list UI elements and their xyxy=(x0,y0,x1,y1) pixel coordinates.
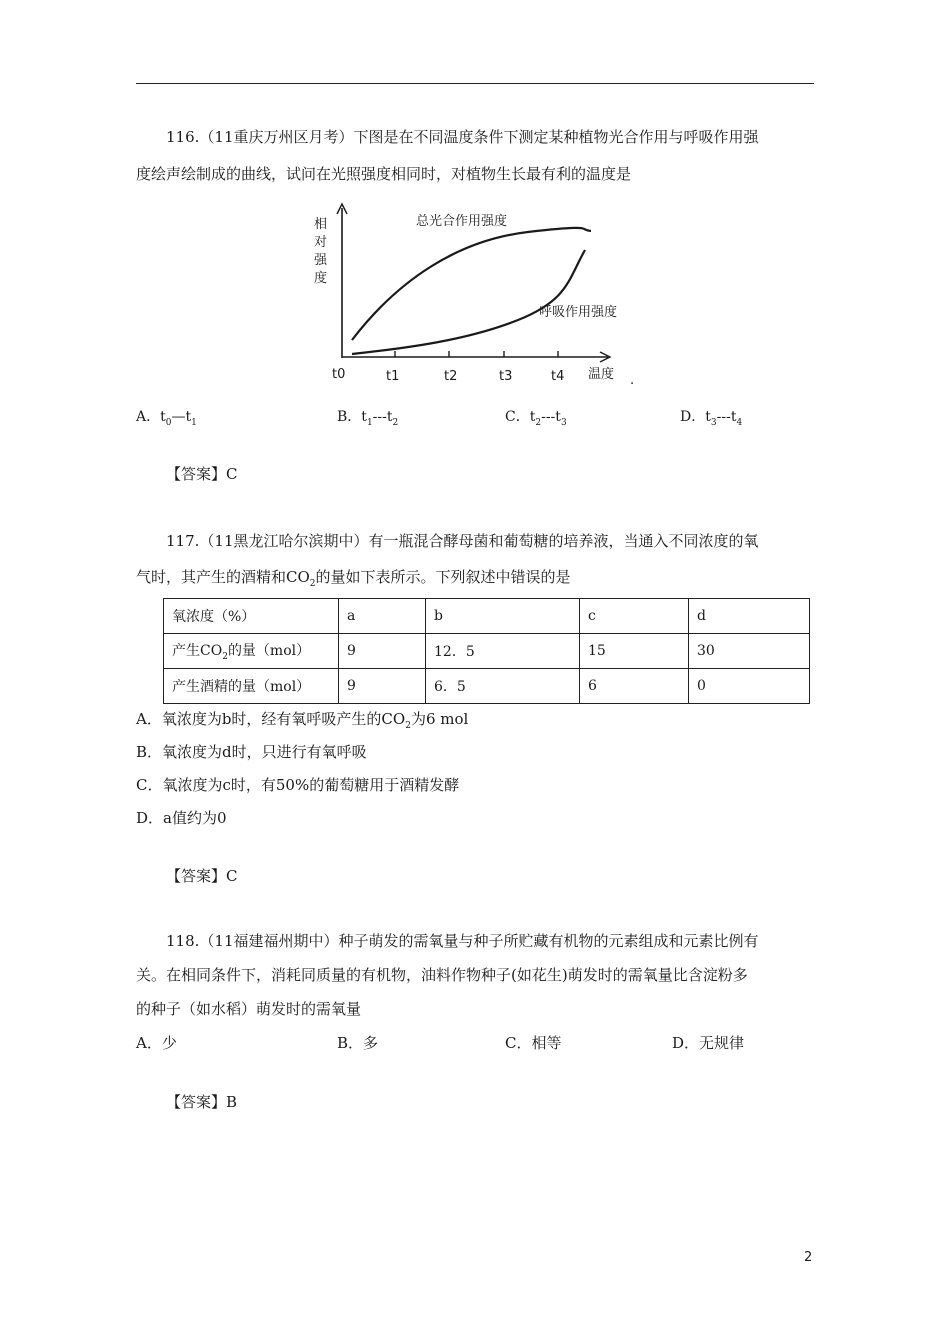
table-cell: 6．5 xyxy=(426,669,580,704)
q118-option-c: C．相等 xyxy=(505,1034,562,1052)
y-label-char-2: 对 xyxy=(314,235,328,250)
q118-answer: 【答案】B xyxy=(166,1093,238,1111)
x-tick-t1: t1 xyxy=(386,369,400,384)
y-label-char-1: 相 xyxy=(314,217,328,232)
table-header-cell: d xyxy=(689,599,810,634)
figure-trailing-dot: . xyxy=(630,373,635,388)
q117-stem-line1: 117.（11黑龙江哈尔滨期中）有一瓶混合酵母菌和葡萄糖的培养液，当通入不同浓度的氧 xyxy=(166,532,759,550)
opt-letter: B． xyxy=(337,409,362,425)
opt-t: t xyxy=(705,409,711,425)
opt-sep: --- xyxy=(716,409,731,425)
q117-stem-line2 xyxy=(136,568,571,593)
q118-stem-line3: 的种子（如水稻）萌发时的需氧量 xyxy=(136,1000,362,1018)
y-label-char-3: 强 xyxy=(314,253,328,268)
table-header-cell: b xyxy=(426,599,580,634)
table-cell: 30 xyxy=(689,634,810,669)
opt-sub: 3 xyxy=(710,417,717,428)
table-cell: 9 xyxy=(339,669,426,704)
q118-option-a: A．少 xyxy=(136,1034,177,1052)
y-label-char-4: 度 xyxy=(314,271,328,286)
table-header-cell: a xyxy=(339,599,426,634)
respiration-label: 呼吸作用强度 xyxy=(539,305,618,320)
x-axis-label: 温度 xyxy=(588,367,615,382)
q116-option-d xyxy=(680,408,742,432)
q116-option-c xyxy=(505,408,567,432)
opt-a-pre: A．氧浓度为b时，经有氧呼吸产生的CO xyxy=(136,710,406,728)
opt-t: t xyxy=(529,409,536,425)
q118-stem-line1: 118.（11福建福州期中）种子萌发的需氧量与种子所贮藏有机物的元素组成和元素比例有 xyxy=(166,932,759,950)
row-label-sub: 2 xyxy=(222,651,228,662)
opt-t: t xyxy=(730,409,737,425)
table-cell: 9 xyxy=(339,634,426,669)
q117-option-b: B．氧浓度为d时，只进行有氧呼吸 xyxy=(136,743,367,761)
opt-letter: D． xyxy=(680,409,706,425)
x-tick-t0: t0 xyxy=(332,367,346,382)
opt-sub: 4 xyxy=(736,417,743,428)
q116-stem-line2: 度绘声绘制成的曲线，试问在光照强度相同时，对植物生长最有利的温度是 xyxy=(136,165,632,183)
opt-letter: A． xyxy=(136,409,161,425)
q116-answer: 【答案】C xyxy=(166,465,238,483)
x-tick-t3: t3 xyxy=(499,369,513,384)
q117-line2-sub: 2 xyxy=(309,579,316,589)
opt-t: t xyxy=(555,409,561,425)
row-label-post: 的量（mol） xyxy=(227,643,311,660)
q117-line2-post: 的量如下表所示。下列叙述中错误的是 xyxy=(315,568,571,586)
opt-letter: C． xyxy=(505,409,530,425)
table-row xyxy=(164,634,810,669)
opt-sep: --- xyxy=(541,409,556,425)
opt-t: t xyxy=(361,409,367,425)
q118-stem-line2: 关。在相同条件下，消耗同质量的有机物，油料作物种子(如花生)萌发时的需氧量比含淀粉多 xyxy=(136,966,748,984)
q116-option-b xyxy=(337,408,398,432)
q116-stem-line1: 116.（11重庆万州区月考）下图是在不同温度条件下测定某种植物光合作用与呼吸作用强 xyxy=(166,128,759,146)
total-photosynthesis-label: 总光合作用强度 xyxy=(416,214,508,229)
table-cell: 0 xyxy=(689,669,810,704)
opt-a-post: 为6 mol xyxy=(410,710,469,728)
q117-line2-pre: 气时，其产生的酒精和CO xyxy=(136,568,310,586)
table-cell: 6 xyxy=(580,669,689,704)
table-header-row xyxy=(164,599,810,634)
opt-sub: 0 xyxy=(165,417,172,428)
page-number: 2 xyxy=(804,1250,813,1265)
q117-answer: 【答案】C xyxy=(166,867,238,885)
opt-t: t xyxy=(185,409,192,425)
q118-option-d: D．无规律 xyxy=(672,1034,745,1052)
opt-sub: 1 xyxy=(366,417,373,428)
q117-option-a xyxy=(136,710,468,735)
q118-option-b: B．多 xyxy=(337,1034,379,1052)
row-label-pre: 产生CO xyxy=(172,643,223,660)
opt-sep: --- xyxy=(372,409,387,425)
table-header-cell: 氧浓度（%） xyxy=(164,599,339,634)
header-rule xyxy=(136,83,814,84)
q117-option-d: D．a值约为0 xyxy=(136,809,227,827)
opt-sub: 1 xyxy=(191,417,197,428)
x-tick-t2: t2 xyxy=(444,369,458,384)
total-photosynthesis-curve xyxy=(352,228,591,340)
opt-sub: 2 xyxy=(535,417,542,428)
q117-option-c: C．氧浓度为c时，有50%的葡萄糖用于酒精发酵 xyxy=(136,776,460,794)
q116-figure xyxy=(308,200,648,390)
table-row-label xyxy=(164,634,339,669)
q117-table xyxy=(163,598,810,704)
opt-sub: 3 xyxy=(560,417,567,428)
opt-sep: — xyxy=(171,409,186,425)
q116-option-a xyxy=(136,408,197,432)
table-row xyxy=(164,669,810,704)
x-tick-t4: t4 xyxy=(551,369,565,384)
opt-t: t xyxy=(386,409,393,425)
opt-a-sub: 2 xyxy=(405,721,411,731)
table-header-cell: c xyxy=(580,599,689,634)
opt-t: t xyxy=(160,409,166,425)
table-row-label: 产生酒精的量（mol） xyxy=(164,669,339,704)
table-cell: 12．5 xyxy=(426,634,580,669)
table-cell: 15 xyxy=(580,634,689,669)
opt-sub: 2 xyxy=(392,417,399,428)
